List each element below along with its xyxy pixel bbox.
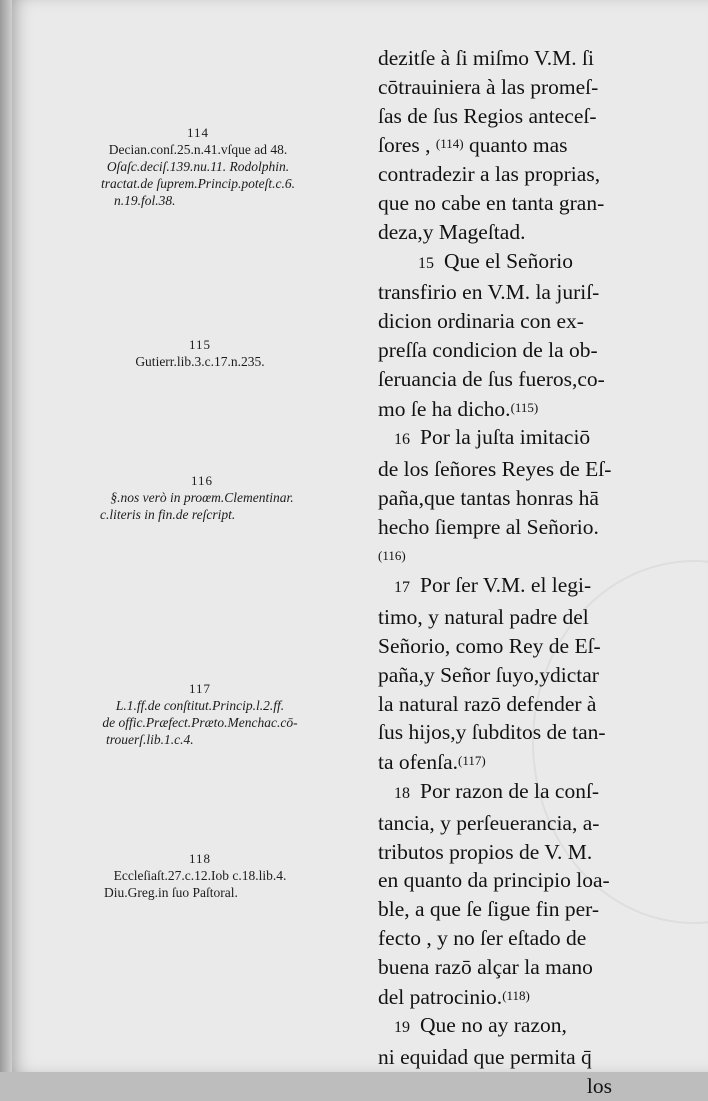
text-line: [378, 130, 616, 160]
paragraph-number-18: 18: [394, 784, 410, 802]
text-line: la natural razō defender à: [378, 691, 597, 716]
text-line: Señorio, como Rey de Eſ-: [378, 633, 601, 658]
text-fragment: ſores ,: [378, 133, 436, 158]
text-line: ſas de ſus Regios anteceſ-: [378, 103, 597, 128]
note-line: §.nos verò in proœm.Clementinar.: [110, 490, 294, 505]
text-line: [378, 247, 616, 279]
text-line: de los ſeñores Reyes de Eſ-: [378, 457, 612, 482]
paragraph-number-15: 15: [418, 254, 434, 272]
margin-note-114: [30, 124, 366, 209]
text-line: [378, 423, 616, 455]
text-fragment: Por la juſta imitaciō: [420, 425, 591, 450]
margin-note-116: [34, 472, 370, 523]
text-line: [378, 571, 616, 603]
paragraph-number-17: 17: [394, 579, 410, 597]
main-text-column: [378, 44, 616, 1101]
note-number: 118: [188, 851, 212, 866]
ref-mark-117: (117): [458, 753, 486, 769]
page-gutter-shadow: [0, 0, 12, 1072]
text-fragment: ta ofenſa.: [378, 750, 458, 775]
text-line: buena razō alçar la mano: [378, 954, 593, 979]
note-line: Gutierr.lib.3.c.17.n.235.: [135, 354, 265, 369]
text-line: [378, 1011, 616, 1043]
text-line: fecto , y no ſer eſtado de: [378, 925, 587, 950]
text-line: preſſa condicion de la ob-: [378, 337, 598, 362]
text-line: hecho ſiempre al Señorio.: [378, 514, 599, 539]
text-line: [378, 542, 616, 572]
text-line: dezitſe à ſi miſmo V.M. ſi: [378, 46, 594, 70]
text-line: ble, a que ſe ſigue fin per-: [378, 897, 600, 922]
text-line: ni equidad que permita q̄: [378, 1045, 592, 1070]
text-line: [378, 394, 616, 424]
note-number: 114: [186, 125, 210, 140]
margin-note-115: [32, 336, 368, 370]
text-fragment: Que no ay razon,: [420, 1013, 567, 1038]
paragraph-number-19: 19: [394, 1019, 410, 1037]
text-line: paña,y Señor ſuyo,ydictar: [378, 662, 599, 687]
ref-mark-116: (116): [378, 547, 406, 563]
text-line: contradezir a las proprias,: [378, 162, 601, 187]
text-line: deza,y Mageſtad.: [378, 219, 526, 244]
note-number: 117: [188, 681, 212, 696]
note-line: trouerſ.lib.1.c.4.: [106, 732, 194, 747]
text-line: tributos propios de V. M.: [378, 839, 593, 864]
ref-mark-115: (115): [510, 399, 539, 415]
text-line: cōtrauiniera à las promeſ-: [378, 74, 599, 99]
catchword: los: [586, 1073, 612, 1098]
book-page: [12, 0, 708, 1098]
text-fragment: del patrocinio.: [378, 984, 503, 1009]
text-fragment: Que el Señorio: [444, 248, 573, 273]
text-line: que no cabe en tanta gran-: [378, 190, 605, 215]
text-line: transfirio en V.M. la juriſ-: [378, 280, 600, 305]
note-line: tractat.de ſuprem.Princip.poteſt.c.6.: [100, 176, 296, 191]
text-fragment: quanto mas: [463, 133, 568, 158]
text-fragment: Por ſer V.M. el legi-: [420, 573, 592, 598]
note-line: Decian.conſ.25.n.41.vſque ad 48.: [108, 142, 288, 157]
text-fragment: Por razon de la conſ-: [420, 778, 600, 803]
text-line: ſus hijos,y ſubditos de tan-: [378, 720, 606, 745]
text-line: dicion ordinaria con ex-: [378, 309, 584, 334]
text-line: paña,que tantas honras hā: [378, 485, 599, 510]
paragraph-number-16: 16: [394, 431, 410, 449]
note-line: n.19.fol.38.: [114, 193, 176, 208]
text-line: [378, 777, 616, 809]
text-fragment: mo ſe ha dicho.: [378, 396, 511, 421]
ref-mark-118: (118): [502, 987, 530, 1003]
note-line: de offic.Præfect.Præto.Menchac.cō-: [102, 715, 298, 730]
note-line: c.literis in fin.de reſcript.: [100, 507, 236, 522]
margin-note-117: [32, 680, 368, 748]
note-line: Eccleſiaſt.27.c.12.Iob c.18.lib.4.: [113, 868, 287, 883]
note-number: 115: [188, 337, 212, 352]
text-line: [378, 747, 616, 777]
note-number: 116: [190, 473, 214, 488]
text-line: timo, y natural padre del: [378, 605, 589, 630]
margin-note-118: [32, 850, 368, 901]
note-line: Oſaſc.deciſ.139.nu.11. Rodolphin.: [106, 159, 290, 174]
note-line: L.1.ff.de conſtitut.Princip.l.2.ff.: [115, 698, 285, 713]
text-line: [378, 982, 616, 1012]
text-line: tancia, y perſeuerancia, a-: [378, 810, 600, 835]
note-line: Diu.Greg.in ſuo Paſtoral.: [104, 885, 238, 900]
text-line: en quanto da principio loa-: [378, 868, 610, 893]
text-line: ſeruancia de ſus fueros,co-: [378, 366, 605, 391]
ref-mark-114: (114): [435, 136, 464, 152]
